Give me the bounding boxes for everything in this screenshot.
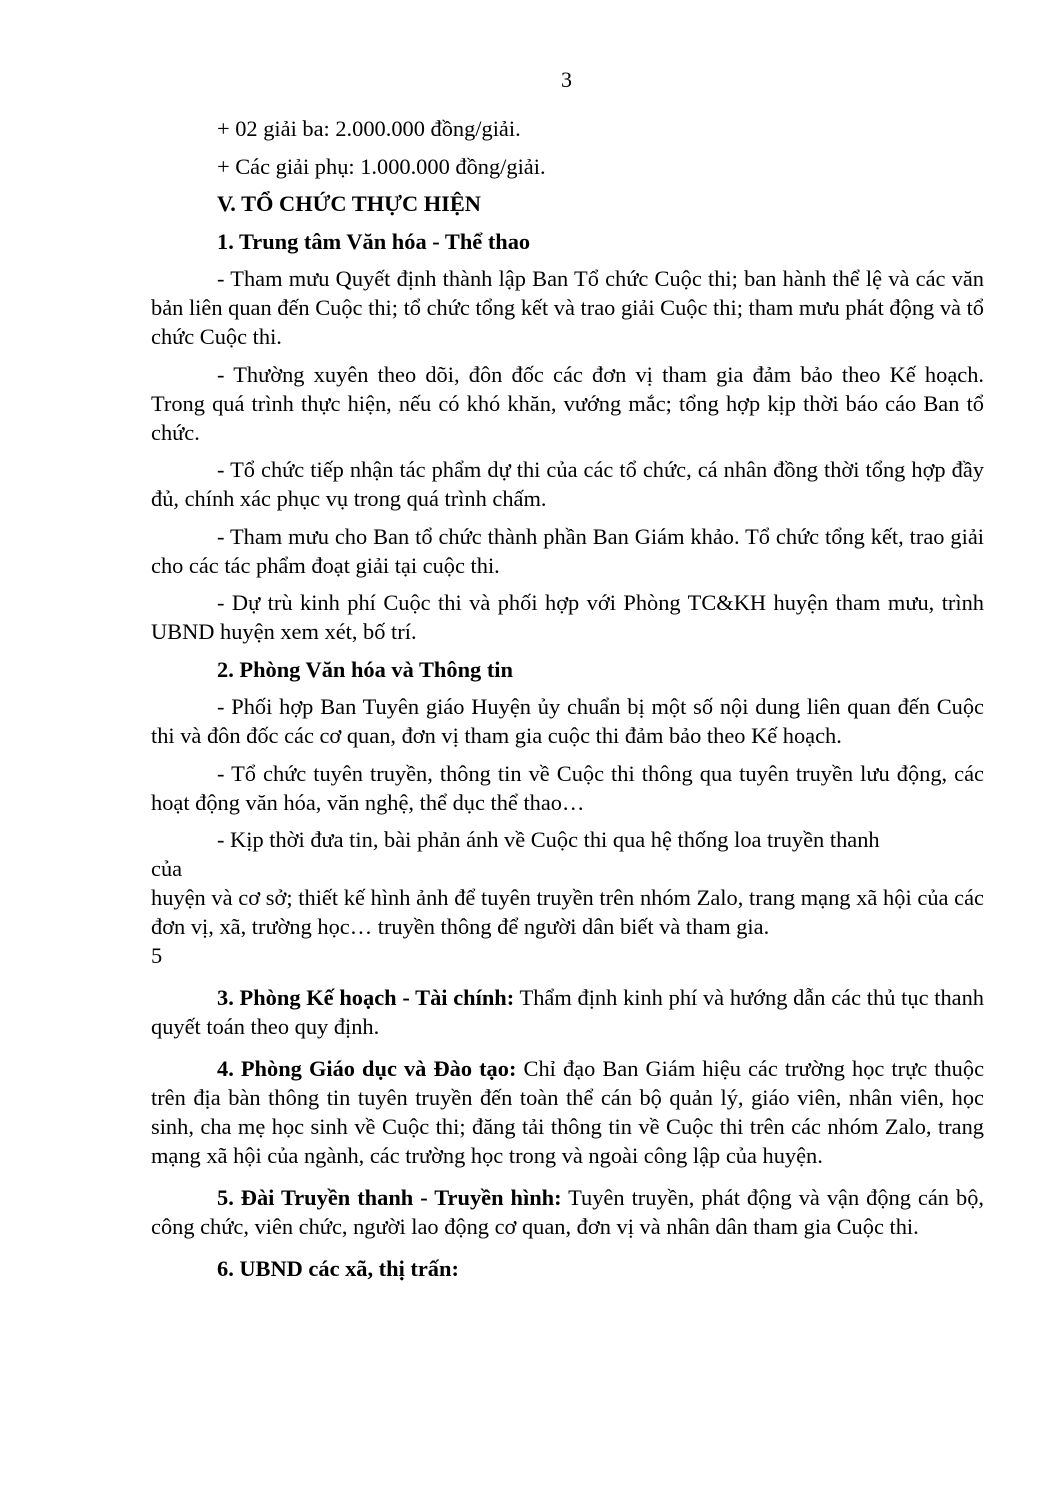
heading-culture-sports-center: 1. Trung tâm Văn hóa - Thể thao xyxy=(217,228,531,254)
paragraph-education-training xyxy=(151,1054,984,1170)
heading-culture-information-dept: 2. Phòng Văn hóa và Thông tin xyxy=(217,656,513,682)
paragraph: - Tổ chức tiếp nhận tác phẩm dự thi của các tổ chức, cá nhân đồng thời tổng hợp đầy đủ, chính xác phục vụ trong quá trình chấm. xyxy=(151,457,984,511)
prize-line-third: + 02 giải ba: 2.000.000 đồng/giải. xyxy=(217,116,521,141)
inline-heading: 5. Đài Truyền thanh - Truyền hình: xyxy=(217,1185,562,1210)
page-number: 3 xyxy=(561,67,572,92)
document-body xyxy=(151,114,984,1283)
paragraph: - Thường xuyên theo dõi, đôn đốc các đơn vị tham gia đảm bảo theo Kế hoạch. Trong quá trình thực hiện, nếu có khó khăn, vướng mắc; tổng hợp kịp thời báo cáo Ban tổ chức. xyxy=(151,361,984,445)
section-title: V. TỔ CHỨC THỰC HIỆN xyxy=(217,191,481,216)
paragraph-planning-finance xyxy=(151,983,984,1041)
inline-heading: 3. Phòng Kế hoạch - Tài chính: xyxy=(217,985,515,1010)
paragraph: - Tham mưu cho Ban tổ chức thành phần Ban Giám khảo. Tổ chức tổng kết, trao giải cho các tác phẩm đoạt giải tại cuộc thi. xyxy=(151,523,984,578)
inline-text: Thẩm định kinh phí và hướng dẫn các thủ tục thanh quyết toán theo quy định. xyxy=(151,985,984,1039)
inline-text: Tuyên truyền, phát động và vận động cán bộ, công chức, viên chức, người lao động cơ quan, đơn vị và nhân dân tham gia Cuộc thi. xyxy=(151,1185,984,1239)
paragraph: - Tổ chức tuyên truyền, thông tin về Cuộc thi thông qua tuyên truyền lưu động, các hoạt động văn hóa, văn nghệ, thể dục thể thao… xyxy=(151,760,984,815)
paragraph: - Tham mưu Quyết định thành lập Ban Tổ chức Cuộc thi; ban hành thể lệ và các văn bản liên quan đến Cuộc thi; tổ chức tổng kết và trao giải Cuộc thi; tham mưu phát động và tổ chức Cuộc thi. xyxy=(151,266,984,349)
prize-line-minor: + Các giải phụ: 1.000.000 đồng/giải. xyxy=(217,153,546,179)
paragraph-line: của xyxy=(151,856,183,881)
stray-number: 5 xyxy=(151,943,163,968)
paragraph: huyện và cơ sở; thiết kế hình ảnh để tuyên truyền trên nhóm Zalo, trang mạng xã hội của các đơn vị, xã, trường học… truyền thông để người dân biết và tham gia. xyxy=(151,885,984,939)
paragraph-line: - Kịp thời đưa tin, bài phản ánh về Cuộc thi qua hệ thống loa truyền thanh xyxy=(217,827,880,852)
inline-heading: 4. Phòng Giáo dục và Đào tạo: xyxy=(217,1056,517,1081)
paragraph: - Dự trù kinh phí Cuộc thi và phối hợp với Phòng TC&KH huyện tham mưu, trình UBND huyện xem xét, bố trí. xyxy=(151,590,984,644)
paragraph: - Phối hợp Ban Tuyên giáo Huyện ủy chuẩn bị một số nội dung liên quan đến Cuộc thi và đôn đốc các cơ quan, đơn vị tham gia cuộc thi đảm bảo theo Kế hoạch. xyxy=(151,694,984,748)
paragraph-radio-television xyxy=(151,1183,984,1241)
heading-commune-people-committees: 6. UBND các xã, thị trấn: xyxy=(217,1256,459,1281)
inline-text: Chỉ đạo Ban Giám hiệu các trường học trực thuộc trên địa bàn thông tin tuyên truyền đến toàn thể cán bộ quản lý, giáo viên, nhân viên, học sinh, cha mẹ học sinh về Cuộc thi; đăng tải thông tin về Cuộc thi trên các nhóm Zalo, trang mạng xã hội của ngành, các trường học trong và ngoài công lập của huyện. xyxy=(151,1056,985,1168)
